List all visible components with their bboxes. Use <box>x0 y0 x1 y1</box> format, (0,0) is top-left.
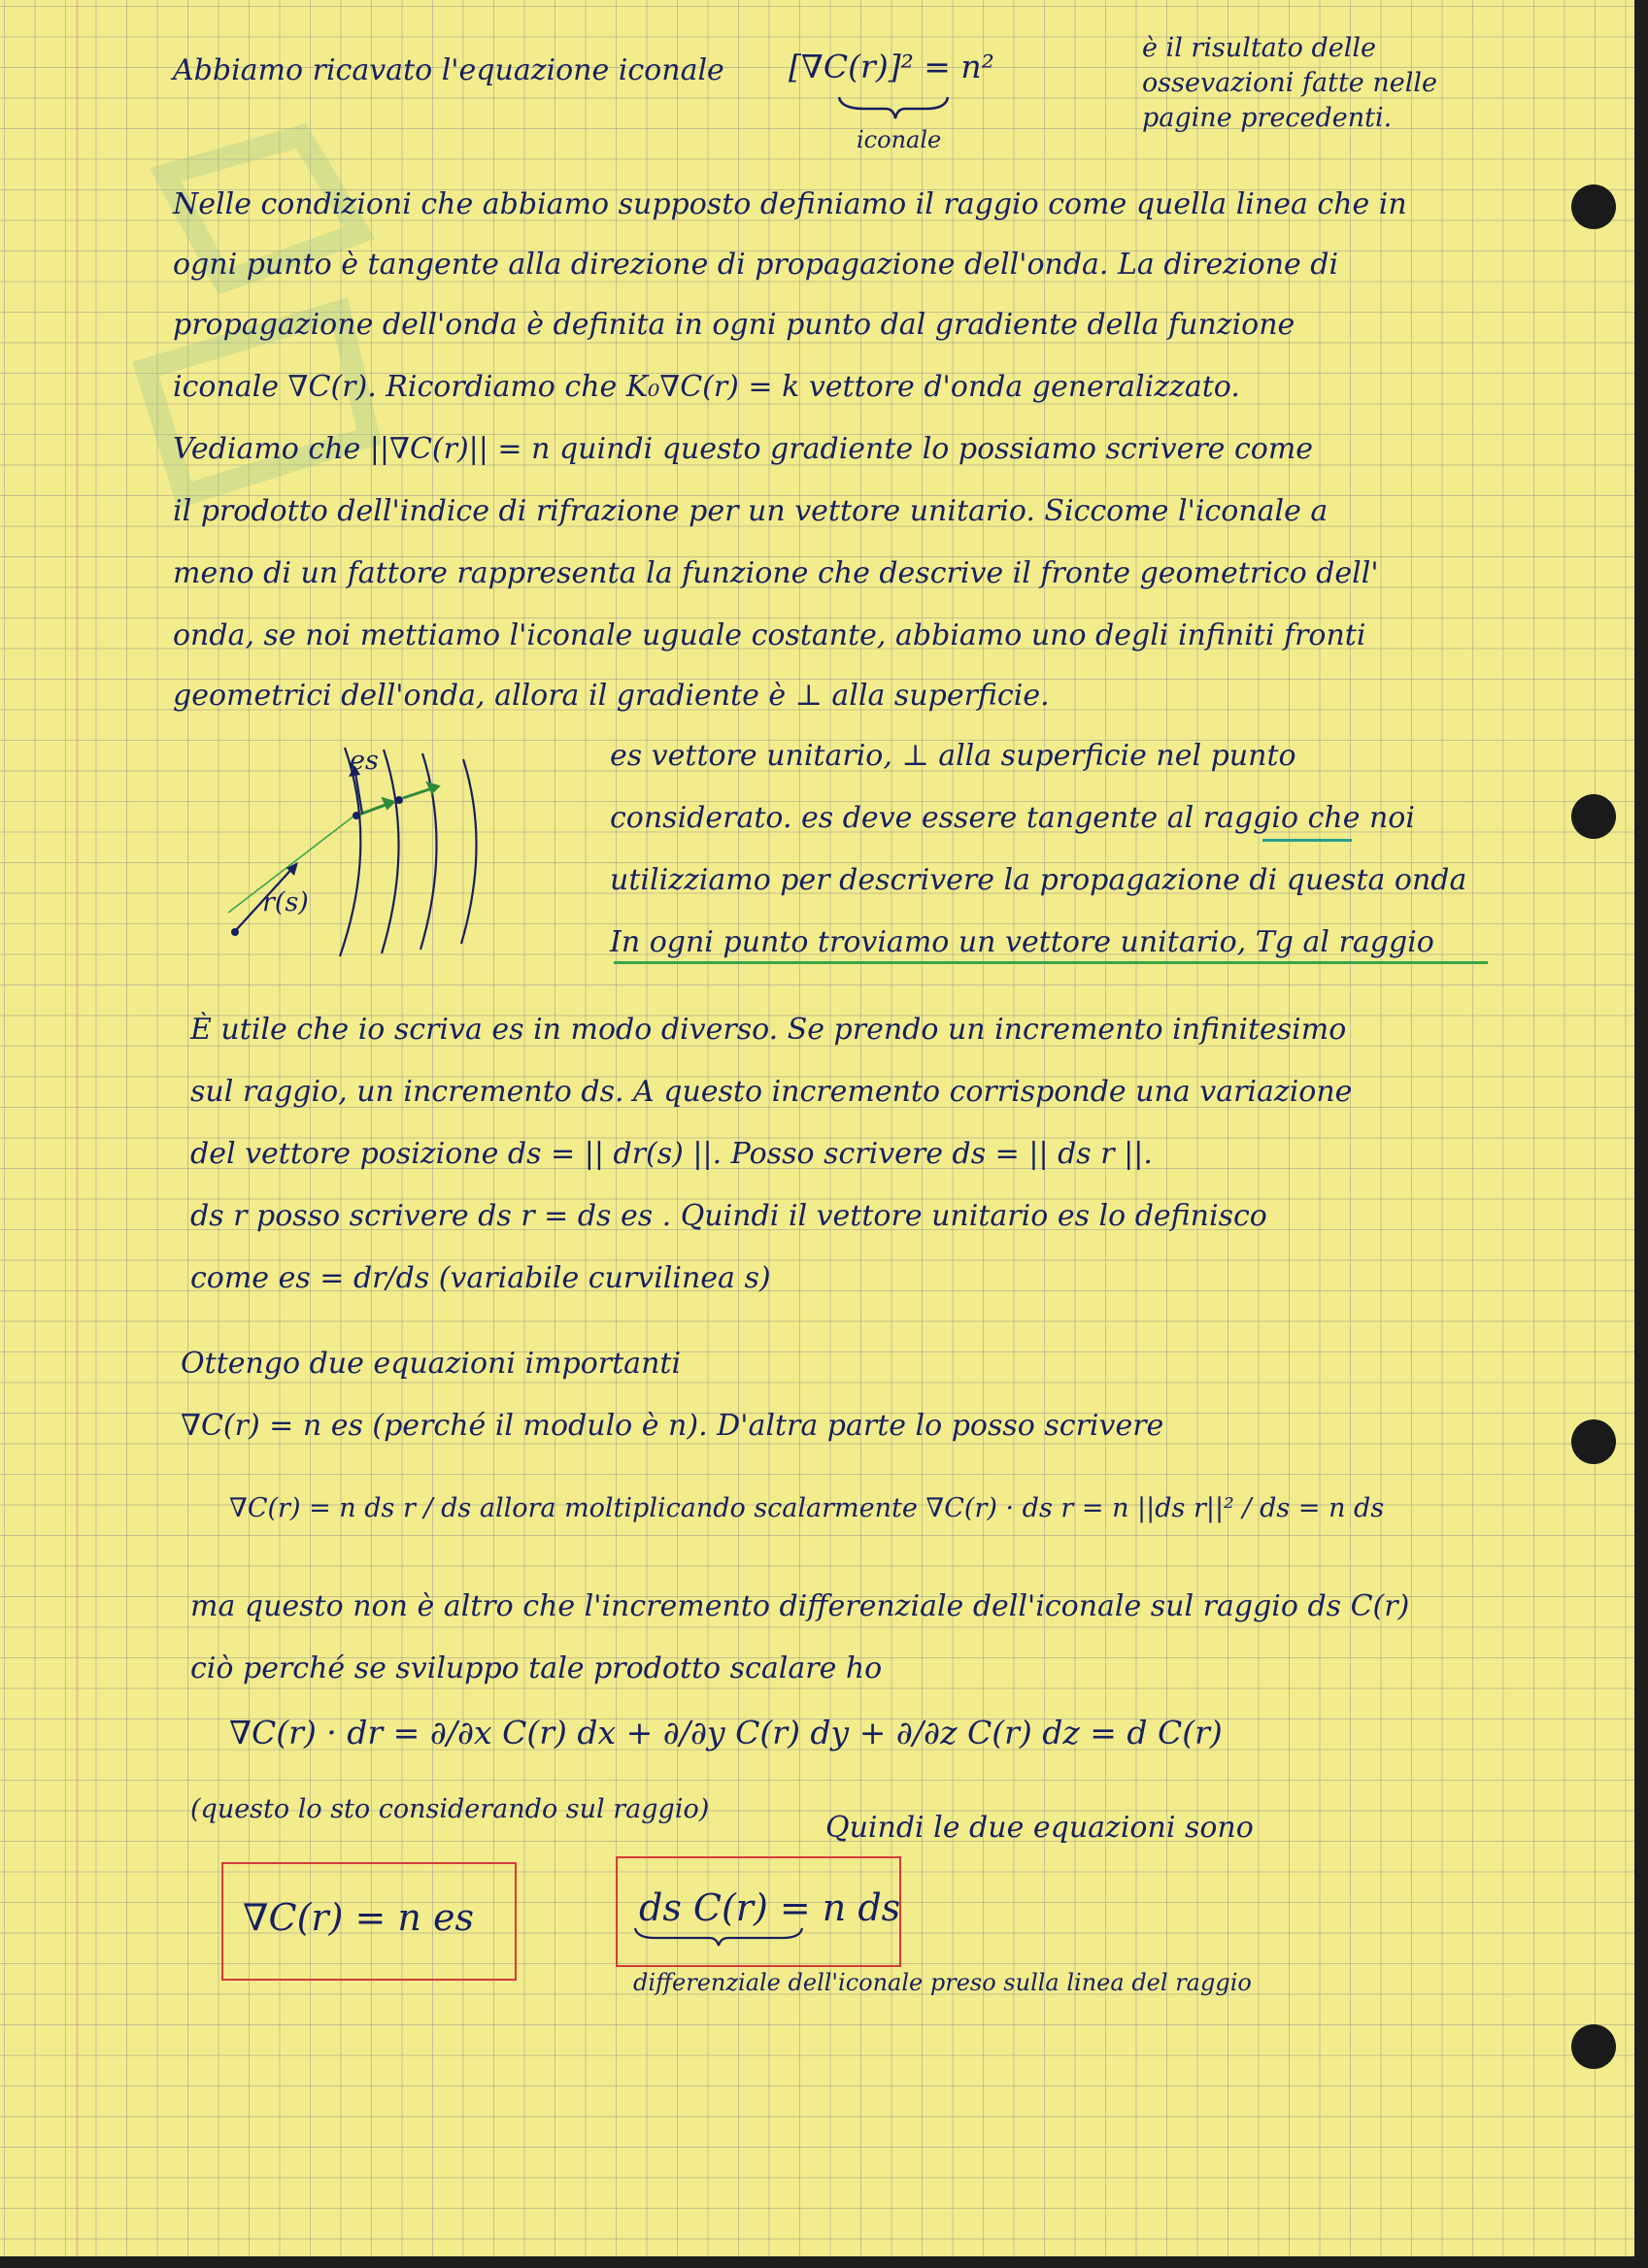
p2-line-2: sul raggio, un incremento ds. A questo incremento corrisponde una variazione <box>190 1075 1353 1109</box>
punch-hole <box>1571 2024 1616 2069</box>
iconale-label: iconale <box>857 126 942 153</box>
boxed-equation-1 <box>221 1862 517 1981</box>
scan-edge-bottom <box>0 2256 1648 2268</box>
underbrace <box>835 93 952 122</box>
p1-line-5: Vediamo che ||∇C(r)|| = n quindi questo gradiente lo possiamo scrivere come <box>173 432 1314 466</box>
p1-line-8: onda, se noi mettiamo l'iconale uguale costante, abbiamo uno degli infiniti fronti <box>173 618 1366 652</box>
eq2-underbrace <box>631 1926 806 1948</box>
p1-line-9: geometrici dell'onda, allora il gradiente è ⊥ alla superficie. <box>173 679 1050 713</box>
intro-text: Abbiamo ricavato l'equazione iconale <box>173 53 724 87</box>
ft-line-2: considerato. es deve essere tangente al raggio che noi <box>610 801 1415 835</box>
p1-line-1: Nelle condizioni che abbiamo supposto definiamo il raggio come quella linea che in <box>173 187 1407 221</box>
boxed-equation-2 <box>616 1856 901 1967</box>
iconal-equation: [∇C(r)]² = n² <box>789 48 994 85</box>
p2-line-4: ds r posso scrivere ds r = ds es . Quindi il vettore unitario es lo definisco <box>190 1199 1267 1233</box>
note-line-3: pagine precedenti. <box>1142 103 1393 133</box>
p3-line-1: Ottengo due equazioni importanti <box>181 1347 682 1381</box>
note-line-2: ossevazioni fatte nelle <box>1142 68 1437 98</box>
p4-line-4: (questo lo sto considerando sul raggio) <box>190 1794 710 1824</box>
punch-hole <box>1571 1419 1616 1464</box>
p3-line-2: ∇C(r) = n es (perché il modulo è n). D'altra parte lo posso scrivere <box>181 1409 1164 1443</box>
figure-label-es: es <box>350 746 379 776</box>
margin-line <box>76 0 79 2268</box>
p4-line-1: ma questo non è altro che l'incremento differenziale dell'iconale sul raggio ds C(r) <box>190 1589 1410 1623</box>
origin-point <box>231 928 239 936</box>
p1-line-3: propagazione dell'onda è definita in ogni punto dal gradiente della funzione <box>173 308 1295 342</box>
p1-line-7: meno di un fattore rappresenta la funzione che descrive il fronte geometrico dell' <box>173 556 1379 590</box>
boxed-eq-2-text: ds C(r) = n ds <box>639 1886 901 1929</box>
note-line-1: è il risultato delle <box>1142 33 1376 63</box>
ft-line-3: utilizziamo per descrivere la propagazione di questa onda <box>610 863 1467 897</box>
p2-line-5: come es = dr/ds (variabile curvilinea s) <box>190 1261 771 1295</box>
p4-line-2: ciò perché se sviluppo tale prodotto scalare ho <box>190 1651 883 1685</box>
p1-line-6: il prodotto dell'indice di rifrazione per un vettore unitario. Siccome l'iconale a <box>173 494 1328 528</box>
p4-line-5: Quindi le due equazioni sono <box>825 1811 1254 1845</box>
wavefront-arcs <box>340 748 477 956</box>
green-underline <box>614 961 1488 964</box>
ft-line-1: es vettore unitario, ⊥ alla superficie nel punto <box>610 739 1296 773</box>
ft-line-4: In ogni punto troviamo un vettore unitario, Tg al raggio <box>610 925 1434 959</box>
p1-line-2: ogni punto è tangente alla direzione di propagazione dell'onda. La direzione di <box>173 248 1339 282</box>
p1-line-4: iconale ∇C(r). Ricordiamo che K₀∇C(r) = k vettore d'onda generalizzato. <box>173 370 1240 404</box>
scan-edge-right <box>1634 0 1648 2268</box>
p4-line-3: ∇C(r) · dr = ∂/∂x C(r) dx + ∂/∂y C(r) dy + ∂/∂z C(r) dz = d C(r) <box>229 1714 1223 1751</box>
boxed-caption: differenziale dell'iconale preso sulla linea del raggio <box>633 1969 1252 1996</box>
figure-label-rs: r(s) <box>262 887 309 917</box>
p2-line-3: del vettore posizione ds = || dr(s) ||. Posso scrivere ds = || ds r ||. <box>190 1137 1153 1171</box>
p3-line-3: ∇C(r) = n ds r / ds allora moltiplicando scalarmente ∇C(r) · ds r = n ||ds r||² / ds = n ds <box>229 1493 1385 1523</box>
p2-line-1: È utile che io scriva es in modo diverso. Se prendo un incremento infinitesimo <box>190 1013 1347 1047</box>
raggio-underline <box>1262 839 1352 842</box>
punch-hole <box>1571 794 1616 839</box>
punch-hole <box>1571 184 1616 229</box>
boxed-eq-1-text: ∇C(r) = n es <box>243 1896 474 1939</box>
